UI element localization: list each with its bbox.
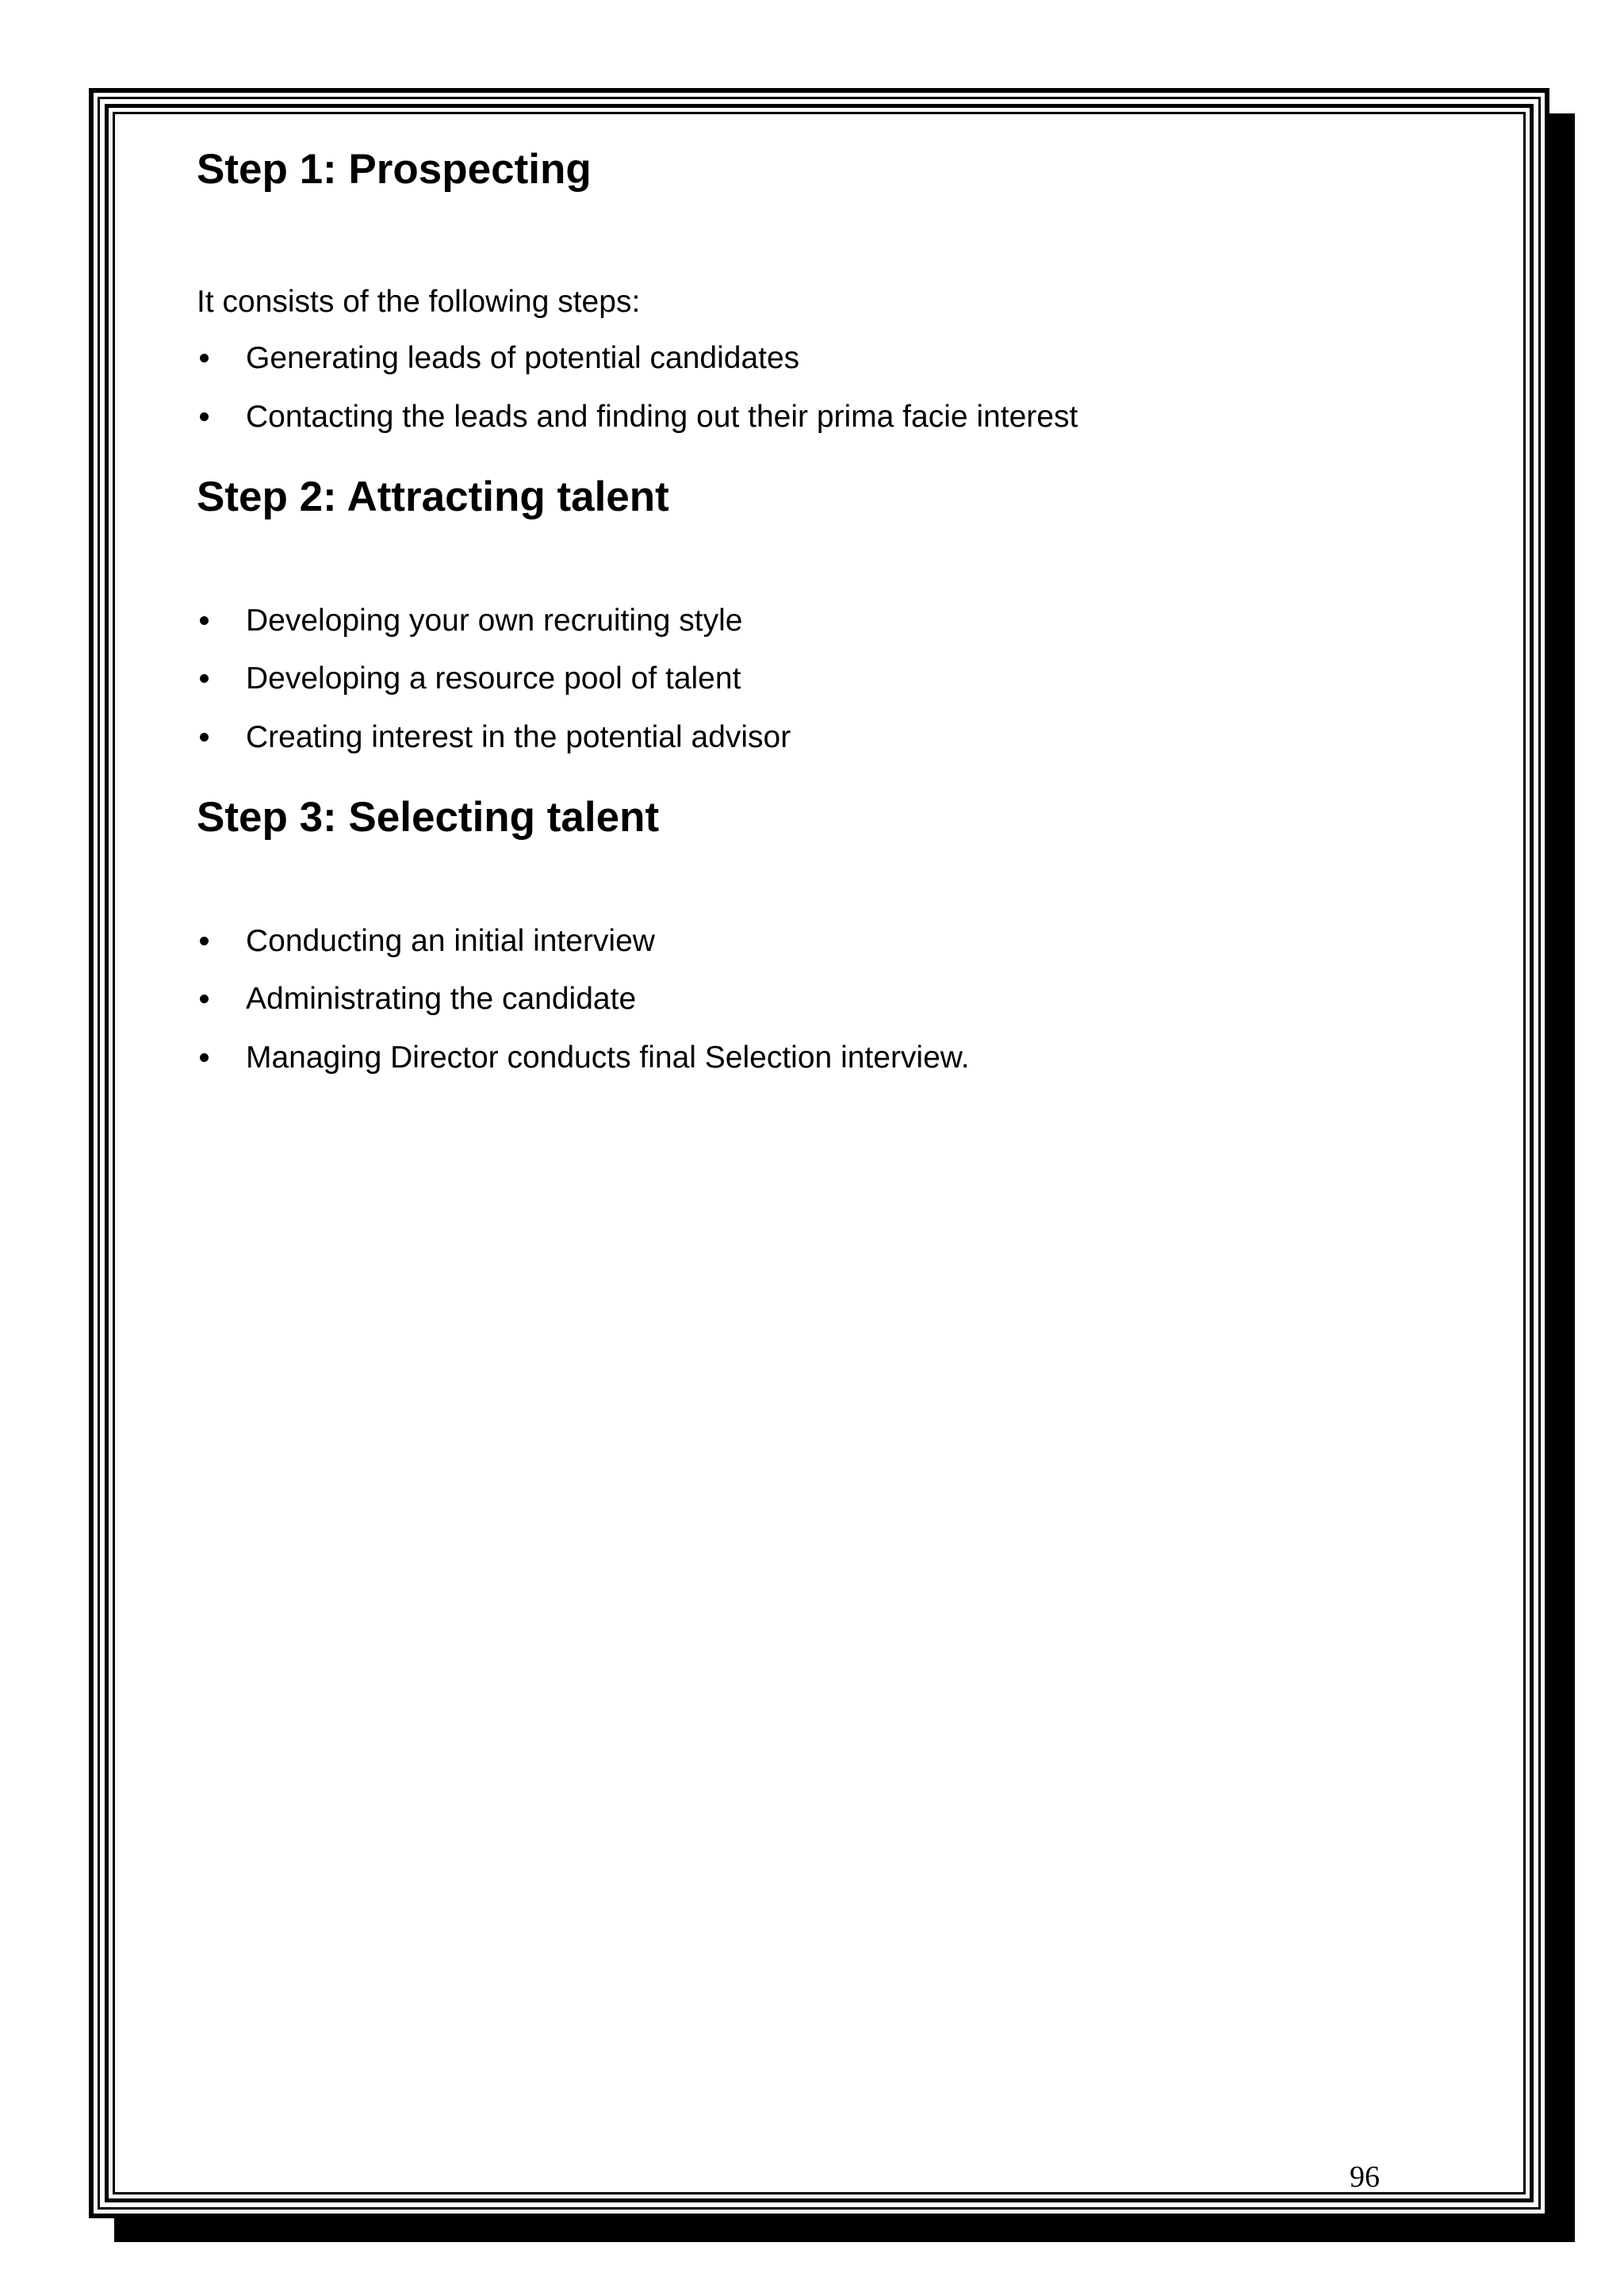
list-item-text: Generating leads of potential candidates: [246, 341, 800, 376]
list-item: [197, 981, 1465, 1018]
list-item: [197, 340, 1465, 378]
section-intro-step-1: It consists of the following steps:: [197, 284, 641, 319]
bullet-icon: [200, 674, 209, 683]
bullet-icon: [200, 412, 209, 421]
list-item-text: Contacting the leads and finding out their prima facie interest: [246, 400, 1078, 435]
bullet-icon: [200, 1053, 209, 1062]
list-item: [197, 719, 1465, 757]
list-item-text: Administrating the candidate: [246, 982, 637, 1017]
list-item-text: Developing your own recruiting style: [246, 603, 743, 638]
page-number: 96: [1350, 2160, 1380, 2194]
list-item: [197, 923, 1465, 960]
bullet-icon: [200, 733, 209, 742]
section-heading-step-2: Step 2: Attracting talent: [197, 473, 669, 520]
section-heading-step-1: Step 1: Prospecting: [197, 146, 592, 193]
list-item: [197, 1040, 1465, 1077]
list-item: [197, 603, 1465, 640]
bullet-icon: [200, 616, 209, 625]
list-item: [197, 399, 1465, 436]
bullet-icon: [200, 995, 209, 1003]
bullet-list-step-1: [197, 340, 1465, 436]
list-item-text: Managing Director conducts final Selection interview.: [246, 1041, 970, 1075]
bullet-list-step-3: [197, 923, 1465, 1077]
bullet-icon: [200, 354, 209, 362]
list-item-text: Conducting an initial interview: [246, 923, 655, 958]
page-content: [197, 135, 1465, 1098]
bullet-icon: [200, 937, 209, 945]
list-item: [197, 661, 1465, 698]
section-heading-step-3: Step 3: Selecting talent: [197, 793, 660, 841]
list-item-text: Creating interest in the potential advisor: [246, 720, 791, 755]
list-item-text: Developing a resource pool of talent: [246, 661, 741, 696]
bullet-list-step-2: [197, 603, 1465, 757]
